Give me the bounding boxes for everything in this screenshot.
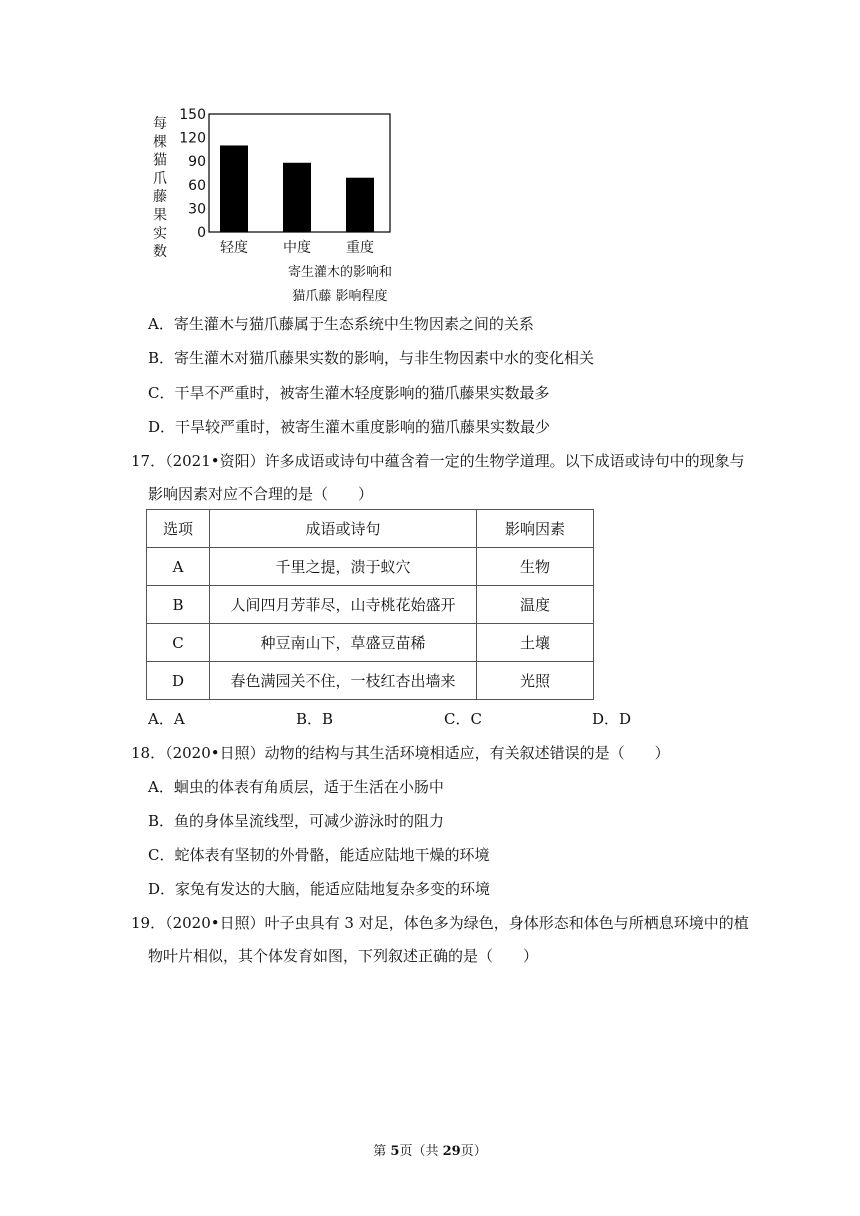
q17-stem-line2: 影响因素对应不合理的是（ ） bbox=[148, 485, 374, 503]
table-header-row bbox=[147, 510, 594, 548]
table-row bbox=[147, 624, 594, 662]
q16-option-b: B．寄生灌木对猫爪藤果实数的影响，与非生物因素中水的变化相关 bbox=[148, 349, 595, 367]
row-d-factor: 光照 bbox=[477, 662, 594, 700]
x-categories bbox=[220, 239, 374, 256]
q17-table bbox=[146, 509, 594, 700]
header-idiom: 成语或诗句 bbox=[210, 510, 477, 548]
footer-suffix: 页） bbox=[460, 1144, 487, 1159]
header-factor: 影响因素 bbox=[477, 510, 594, 548]
footer-middle: 页（共 bbox=[399, 1144, 443, 1159]
row-b-factor: 温度 bbox=[477, 586, 594, 624]
page-footer bbox=[0, 1140, 860, 1159]
row-c-idiom: 种豆南山下，草盛豆苗稀 bbox=[210, 624, 477, 662]
y-axis-label-char: 爪 bbox=[153, 170, 167, 187]
bar-3 bbox=[346, 178, 374, 232]
row-a-option: A bbox=[147, 548, 210, 586]
table-row bbox=[147, 662, 594, 700]
y-axis-label bbox=[153, 116, 167, 260]
y-axis-label-char: 实 bbox=[153, 225, 167, 242]
y-tick-label: 120 bbox=[179, 130, 206, 147]
y-axis-label-char: 棵 bbox=[153, 134, 167, 151]
y-axis-label-char: 每 bbox=[153, 116, 167, 132]
y-axis-label-char: 猫 bbox=[153, 152, 167, 169]
q18-option-c: C．蛇体表有坚韧的外骨骼，能适应陆地干燥的环境 bbox=[148, 846, 490, 864]
row-d-idiom: 春色满园关不住，一枝红杏出墙来 bbox=[210, 662, 477, 700]
y-axis-label-char: 数 bbox=[153, 244, 167, 261]
q17-option-c: C．C bbox=[444, 710, 482, 728]
q19-stem-line2: 物叶片相似，其个体发育如图，下列叙述正确的是（ ） bbox=[148, 947, 539, 965]
row-b-idiom: 人间四月芳菲尽，山寺桃花始盛开 bbox=[210, 586, 477, 624]
q16-option-d: D．干旱较严重时，被寄生灌木重度影响的猫爪藤果实数最少 bbox=[148, 418, 551, 436]
q18-stem: 18．（2020•日照）动物的结构与其生活环境相适应，有关叙述错误的是（ ） bbox=[131, 744, 670, 762]
fruit-count-bar-chart bbox=[140, 100, 420, 310]
q19-stem-line1: 19．（2020•日照）叶子虫具有 3 对足，体色多为绿色，身体形态和体色与所栖息环境中的植 bbox=[131, 914, 749, 932]
q18-option-a: A．蛔虫的体表有角质层，适于生活在小肠中 bbox=[148, 778, 444, 796]
bars bbox=[220, 145, 374, 232]
q18-option-d: D．家兔有发达的大脑，能适应陆地复杂多变的环境 bbox=[148, 880, 491, 898]
y-axis-ticks bbox=[179, 107, 206, 241]
q18-option-b: B．鱼的身体呈流线型，可减少游泳时的阻力 bbox=[148, 812, 445, 830]
x-category-label: 中度 bbox=[283, 240, 311, 256]
bar-1 bbox=[220, 145, 248, 232]
row-a-factor: 生物 bbox=[477, 548, 594, 586]
y-tick-label: 0 bbox=[197, 225, 206, 241]
row-a-idiom: 千里之提，溃于蚁穴 bbox=[210, 548, 477, 586]
row-c-factor: 土壤 bbox=[477, 624, 594, 662]
header-option: 选项 bbox=[147, 510, 210, 548]
q17-stem-line1: 17．（2021•资阳）许多成语或诗句中蕴含着一定的生物学道理。以下成语或诗句中的现象与 bbox=[131, 452, 745, 470]
footer-total-pages: 29 bbox=[442, 1144, 461, 1159]
x-category-label: 轻度 bbox=[220, 240, 248, 256]
y-tick-label: 30 bbox=[188, 201, 206, 218]
q17-option-b: B．B bbox=[296, 710, 334, 728]
table-row bbox=[147, 548, 594, 586]
y-axis-label-char: 藤 bbox=[153, 189, 167, 206]
y-axis-label-char: 果 bbox=[153, 207, 167, 224]
table-row bbox=[147, 586, 594, 624]
row-c-option: C bbox=[147, 624, 210, 662]
y-tick-label: 90 bbox=[188, 154, 206, 171]
x-axis-label-line2: 猫爪藤 影响程度 bbox=[292, 289, 388, 304]
footer-prefix: 第 bbox=[373, 1144, 391, 1159]
q17-option-d: D．D bbox=[592, 710, 632, 728]
row-d-option: D bbox=[147, 662, 210, 700]
footer-page-number: 5 bbox=[390, 1144, 400, 1159]
bar-2 bbox=[283, 163, 311, 232]
x-axis-label-line1: 寄生灌木的影响和 bbox=[287, 265, 393, 280]
row-b-option: B bbox=[147, 586, 210, 624]
x-category-label: 重度 bbox=[346, 240, 374, 256]
q16-option-a: A．寄生灌木与猫爪藤属于生态系统中生物因素之间的关系 bbox=[148, 315, 534, 333]
y-tick-label: 150 bbox=[179, 107, 206, 123]
y-tick-label: 60 bbox=[188, 177, 206, 194]
q17-option-a: A．A bbox=[148, 710, 185, 728]
q16-option-c: C．干旱不严重时，被寄生灌木轻度影响的猫爪藤果实数最多 bbox=[148, 384, 550, 402]
